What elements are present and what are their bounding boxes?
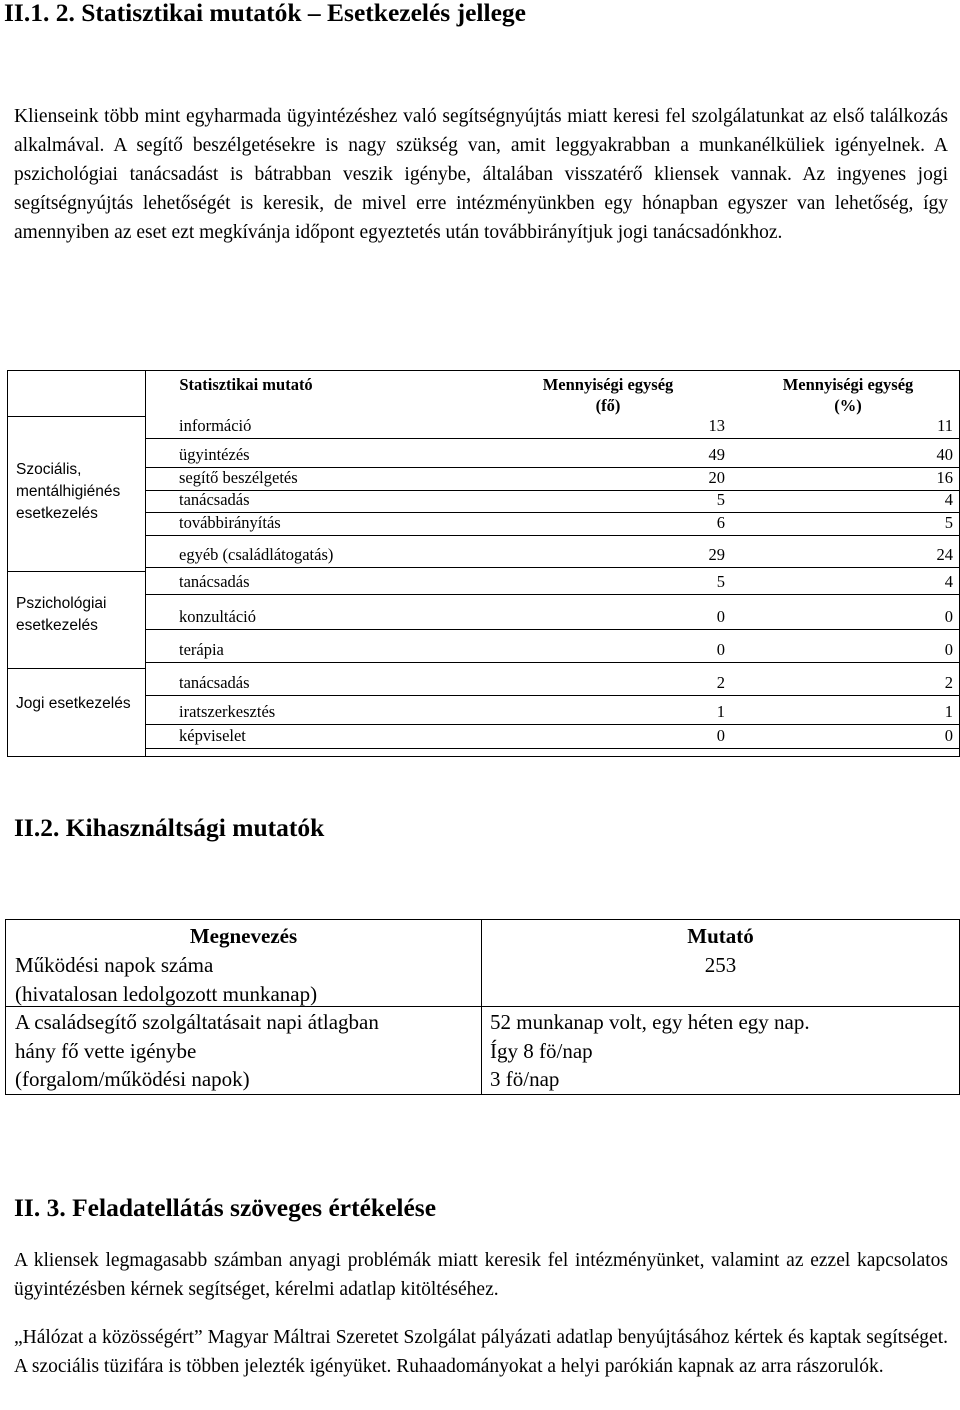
row2-name [15,1008,379,1094]
row2-value [490,1008,810,1094]
row-percent: 0 [944,640,953,659]
row2-name-line: hány fő vette igénybe [15,1038,197,1063]
statistics-paragraph-text: Klienseink több mint egyharmada ügyintézéshez való segítségnyújtás miatt keresi fel szolgálatunkat az első találkozás alkalmával. A segítő beszélgetésekre is nagy szükség van, amit leggyakrabban a munkanélküliek igényelnek. A pszichológiai tanácsadást is bátrabban veszik igénybe, általában visszatérő kliensek vannak. Az ingyenes jogi segítségnyújtás lehetőségét is keresik, de mivel erre intézményünkben egy hónapban egyszer van lehetőség, így amennyiben az eset ezt megkívánja időpont egyeztetés után továbbirányítjuk jogi tanácsadónkhoz. [14,106,948,243]
row2-value-line: 52 munkanap volt, egy héten egy nap. [490,1010,810,1034]
section-title-evaluation: II. 3. Feladatellátás szöveges értékelése [14,1193,437,1222]
row-percent: 5 [944,513,953,532]
row-label: konzultáció [179,607,256,626]
header-value: Mutató [687,924,754,948]
category-divider [8,668,145,669]
category-divider [8,416,145,417]
row1-name-line: (hivatalosan ledolgozott munkanap) [15,981,318,1006]
row-count: 5 [716,572,725,591]
row-label: továbbirányítás [179,513,281,532]
table-row [145,572,959,595]
statistics-paragraph [14,102,948,247]
row-label: tanácsadás [179,673,250,692]
row-label: képviselet [179,726,246,745]
row-count: 1 [716,702,725,721]
row-label: iratszerkesztés [179,702,276,721]
header-indicator: Statisztikai mutató [179,375,313,394]
row-percent: 16 [936,468,953,487]
evaluation-paragraph-2 [14,1323,948,1381]
evaluation-paragraph-1 [14,1246,948,1304]
case-statistics-table [7,370,960,757]
header-unit-percent-line: Mennyiségi egység [782,375,914,394]
row1-name-line: Működési napok száma [15,953,214,977]
category-psychological-line: Pszichológiai [16,595,107,612]
category-legal-line: Jogi esetkezelés [16,695,131,712]
evaluation-paragraph-1-text: A kliensek legmagasabb számban anyagi problémák miatt keresik fel intézményünket, valamint az ezzel kapcsolatos ügyintézésben kérnek segítséget, kérelmi adatlap kitöltéséhez. [14,1250,948,1300]
row2-name-line: (forgalom/működési napok) [15,1067,250,1091]
row-count: 0 [716,640,725,659]
category-divider [8,571,145,572]
row-label: információ [179,416,252,435]
row-count: 0 [716,726,725,745]
row-count: 0 [716,607,725,626]
row-label: terápia [179,640,224,659]
table-row [145,607,959,630]
row-label: tanácsadás [179,490,250,509]
category-social-line: mentálhigiénés [16,483,121,500]
category-social-line: Szociális, [16,461,82,478]
row-count: 49 [708,445,725,464]
section-title-utilization: II.2. Kihasználtsági mutatók [14,813,325,842]
row-label: egyéb (családlátogatás) [179,545,334,564]
table-row [145,416,959,439]
table-row [145,640,959,663]
row-count: 5 [716,490,725,509]
row-label: tanácsadás [179,572,250,591]
category-psychological-line: esetkezelés [16,617,98,634]
row-percent: 2 [944,673,953,692]
category-social [16,459,120,525]
row-count: 29 [708,545,725,564]
header-unit-persons-line: (fő) [595,396,621,415]
row-percent: 40 [936,445,953,464]
row-percent: 0 [944,607,953,626]
table-row [145,490,959,513]
category-legal [16,693,131,715]
table-row [145,702,959,725]
table-row [145,726,959,749]
utilization-table [5,919,960,1095]
row-percent: 24 [936,545,953,564]
table-row [145,545,959,568]
table-row [145,468,959,491]
row-count: 6 [716,513,725,532]
category-social-line: esetkezelés [16,505,98,522]
row-percent: 4 [944,572,953,591]
row-percent: 1 [944,702,953,721]
table-row [145,445,959,468]
section-title-statistics: II.1. 2. Statisztikai mutatók – Esetkezelés jellege [4,0,526,27]
table-row [145,513,959,536]
row-count: 13 [708,416,725,435]
row-count: 20 [708,468,725,487]
table-row [145,673,959,696]
evaluation-paragraph-2-text: „Hálózat a közösségért” Magyar Máltrai Szeretet Szolgálat pályázati adatlap benyújtásához kértek és kaptak segítséget. A szociális tüzifára is többen jelezték igényüket. Ruhaadományokat a helyi parókián kapnak az arra rászorulók. [14,1327,948,1377]
row2-value-line: Így 8 fö/nap [490,1038,593,1063]
row-count: 2 [716,673,725,692]
row2-value-line: 3 fö/nap [490,1067,560,1091]
header-unit-percent-line: (%) [834,396,862,415]
row-percent: 11 [937,416,953,435]
header-unit-persons [508,374,708,416]
row1-name [15,951,317,1008]
header-unit-percent [748,374,948,416]
row2-name-line: A családsegítő szolgáltatásait napi átlagban [15,1010,379,1034]
row-percent: 0 [944,726,953,745]
row-label: ügyintézés [179,445,250,464]
row1-value: 253 [704,953,737,977]
row-label: segítő beszélgetés [179,468,298,487]
header-unit-persons-line: Mennyiségi egység [542,375,674,394]
row-percent: 4 [944,490,953,509]
header-name: Megnevezés [189,924,298,948]
category-psychological [16,593,106,637]
